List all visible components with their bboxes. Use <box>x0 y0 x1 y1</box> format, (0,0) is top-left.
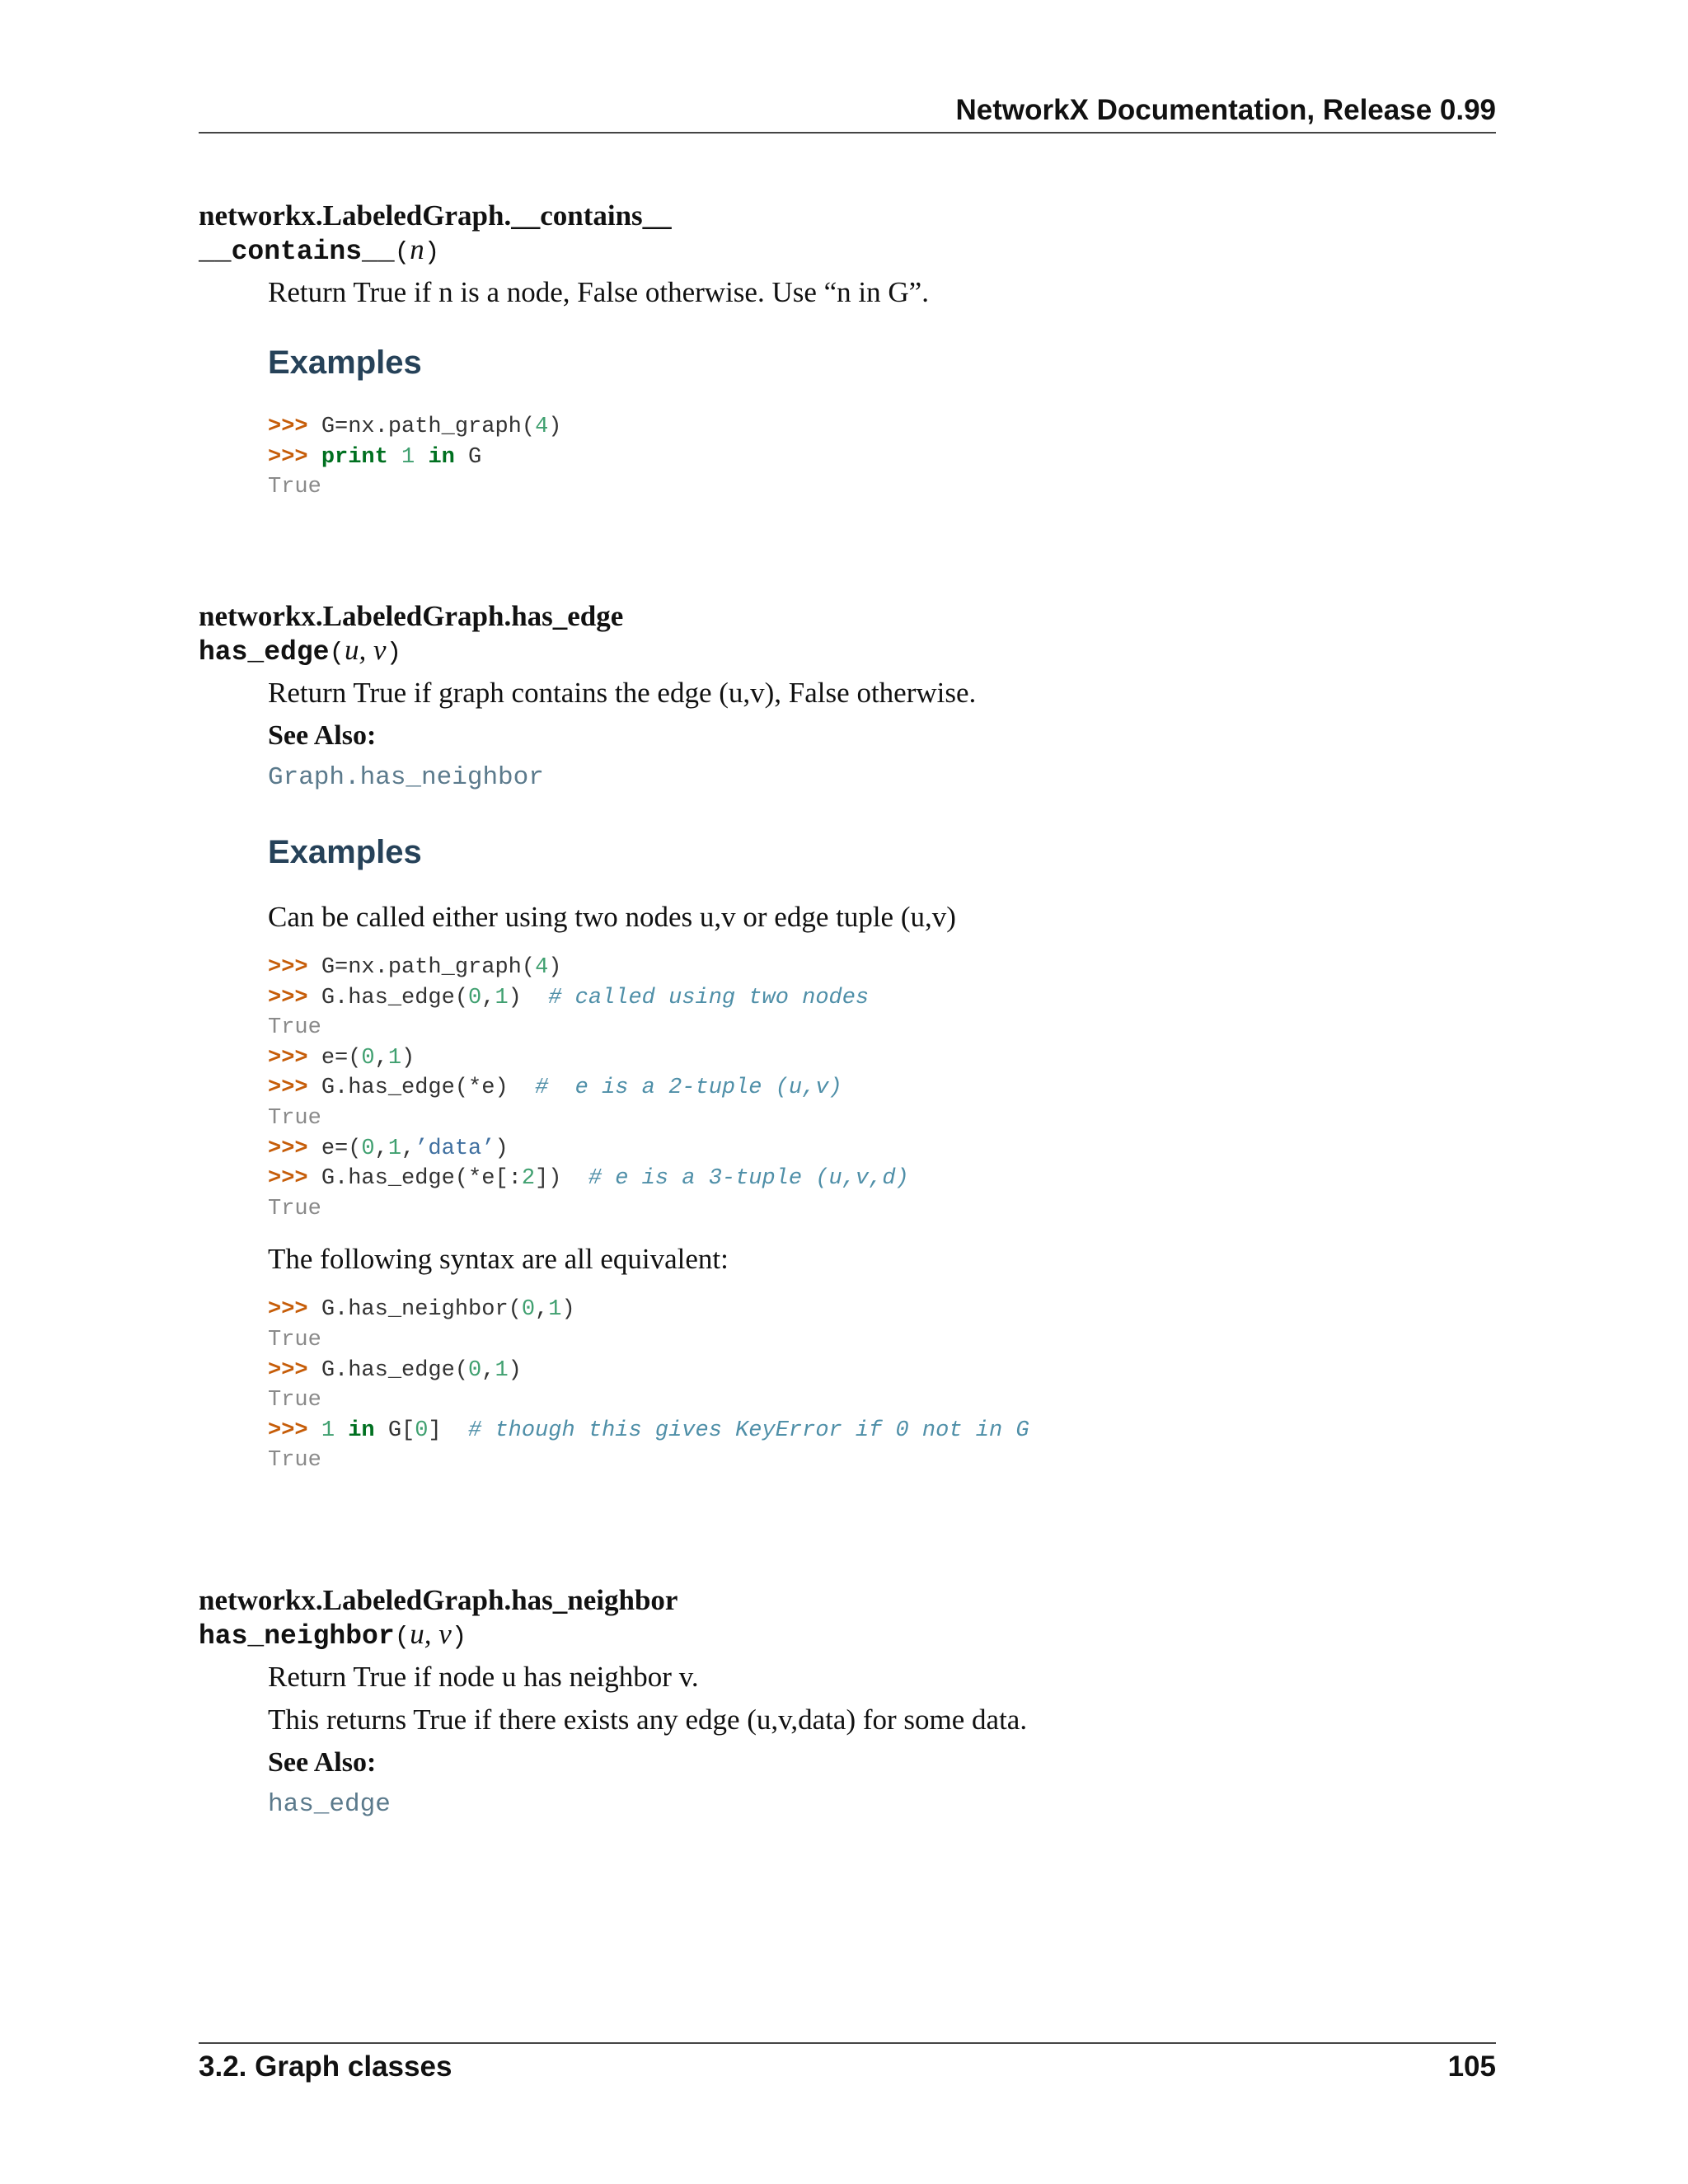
code-token: 1 <box>387 1136 402 1161</box>
code-token: True <box>268 1015 321 1041</box>
code-token: >>> <box>268 1297 321 1323</box>
code-token <box>388 445 401 470</box>
code-token: G=nx.path_graph( <box>321 955 536 980</box>
code-token: # e is a 3-tuple (u,v,d) <box>588 1166 909 1192</box>
code-token: >>> <box>268 985 321 1010</box>
code-token: # called using two nodes <box>548 985 870 1010</box>
code-line <box>268 1043 1496 1074</box>
code-token: >>> <box>268 1357 321 1383</box>
code-line <box>268 1325 1496 1356</box>
code-token: ) <box>561 1297 575 1323</box>
code-token: 1 <box>387 1045 402 1071</box>
code-line <box>268 412 1496 443</box>
page-footer <box>199 2042 1496 2083</box>
code-token: G=nx.path_graph( <box>321 415 536 439</box>
code-token: >>> <box>268 1166 321 1192</box>
description: Return True if n is a node, False otherwise. Use “n in G”. <box>268 276 929 308</box>
code-token: ) <box>548 415 562 439</box>
code-line <box>268 1013 1496 1043</box>
function-name: has_neighbor <box>199 1621 395 1652</box>
code-token: , <box>481 1357 495 1383</box>
code-line <box>268 1164 1496 1194</box>
code-token: 4 <box>535 955 549 980</box>
qualified-name: networkx.LabeledGraph.__contains__ <box>199 199 672 232</box>
code-token: 0 <box>468 1357 482 1383</box>
code-token: in <box>348 1418 375 1443</box>
code-token: ) <box>508 1357 522 1383</box>
code-token: >>> <box>268 1136 321 1161</box>
code-token: , <box>374 1136 388 1161</box>
code-token: >>> <box>268 955 321 980</box>
code-token: in <box>428 444 455 470</box>
code-token: ]) <box>535 1166 588 1192</box>
entry-has-edge <box>199 600 1496 1476</box>
description: Return True if graph contains the edge (u,v), False otherwise. <box>268 677 977 709</box>
code-line <box>268 1134 1496 1165</box>
code-token: 1 <box>401 444 415 470</box>
code-token: 1 <box>548 1297 562 1323</box>
code-token: G <box>454 444 482 470</box>
code-token: >>> <box>268 1418 321 1443</box>
code-token: ’data’ <box>415 1136 495 1161</box>
code-line <box>268 1385 1496 1416</box>
code-token: 1 <box>495 1357 509 1383</box>
see-also-label: See Also: <box>268 1747 377 1778</box>
code-token: , <box>481 985 495 1010</box>
page-number: 105 <box>1447 2050 1496 2083</box>
code-token: 0 <box>361 1045 375 1071</box>
entry-contains <box>199 199 1496 503</box>
code-token: 1 <box>321 1418 335 1443</box>
code-token: True <box>268 475 321 500</box>
document-title: NetworkX Documentation, Release 0.99 <box>955 94 1496 126</box>
parameters: u, v <box>410 1618 452 1650</box>
parameters: u, v <box>345 634 387 666</box>
code-token: # though this gives KeyError if 0 not in G <box>468 1418 1029 1443</box>
code-line <box>268 1104 1496 1134</box>
description: Return True if node u has neighbor v. <box>268 1661 699 1693</box>
code-token: >>> <box>268 1045 321 1071</box>
code-token: 2 <box>521 1166 536 1192</box>
code-token: True <box>268 1448 321 1474</box>
code-token: >>> <box>268 415 321 439</box>
code-token <box>335 1418 348 1443</box>
code-line <box>268 472 1496 503</box>
function-name: has_edge <box>199 637 330 668</box>
code-token: 4 <box>535 415 549 439</box>
code-block <box>268 1295 1496 1476</box>
code-token: G[ <box>374 1418 415 1443</box>
examples-heading: Examples <box>268 834 422 870</box>
see-also-link[interactable]: Graph.has_neighbor <box>268 763 544 792</box>
code-token: ] <box>428 1418 469 1443</box>
code-line <box>268 1073 1496 1104</box>
code-token: 0 <box>521 1297 536 1323</box>
code-token: , <box>535 1297 549 1323</box>
code-line <box>268 1356 1496 1386</box>
parameters: n <box>410 233 424 265</box>
code-token: >>> <box>268 444 321 470</box>
see-also-link[interactable]: has_edge <box>268 1790 391 1819</box>
code-token: G.has_edge(*e[: <box>321 1166 522 1192</box>
code-token: ) <box>401 1045 415 1071</box>
code-token: 0 <box>361 1136 375 1161</box>
page-header <box>199 92 1496 134</box>
code-block <box>268 953 1496 1224</box>
entry-has-neighbor <box>199 1584 1496 1828</box>
code-line <box>268 1295 1496 1325</box>
code-token: True <box>268 1327 321 1352</box>
code-token: ) <box>495 1136 509 1161</box>
code-token: 1 <box>495 985 509 1010</box>
qualified-name: networkx.LabeledGraph.has_neighbor <box>199 1584 678 1616</box>
description-detail: This returns True if there exists any edge (u,v,data) for some data. <box>268 1704 1028 1736</box>
equivalent-text: The following syntax are all equivalent: <box>268 1243 729 1276</box>
code-line <box>268 983 1496 1014</box>
code-token: >>> <box>268 1076 321 1101</box>
signature: __contains__(n) <box>199 233 440 267</box>
code-token <box>415 445 428 470</box>
code-block <box>268 412 1496 503</box>
code-token: True <box>268 1388 321 1413</box>
examples-intro: Can be called either using two nodes u,v or edge tuple (u,v) <box>268 901 956 933</box>
signature: has_neighbor(u, v) <box>199 1618 467 1652</box>
code-token: G.has_edge( <box>321 985 469 1010</box>
code-token: , <box>374 1045 388 1071</box>
code-token: ) <box>548 955 562 980</box>
code-token: G.has_edge(*e) <box>321 1076 536 1101</box>
code-token: G.has_neighbor( <box>321 1297 522 1323</box>
code-token: ) <box>508 985 549 1010</box>
code-token: G.has_edge( <box>321 1357 469 1383</box>
code-token: 0 <box>468 985 482 1010</box>
section-title: 3.2. Graph classes <box>199 2050 452 2083</box>
code-line <box>268 1194 1496 1225</box>
signature: has_edge(u, v) <box>199 634 402 668</box>
code-line <box>268 1446 1496 1476</box>
code-token: 0 <box>415 1418 429 1443</box>
qualified-name: networkx.LabeledGraph.has_edge <box>199 600 624 632</box>
code-token: True <box>268 1105 321 1131</box>
code-token: True <box>268 1196 321 1221</box>
code-line <box>268 1416 1496 1446</box>
code-token: e=( <box>321 1045 362 1071</box>
examples-heading: Examples <box>268 344 422 381</box>
see-also-label: See Also: <box>268 720 377 751</box>
code-token: , <box>401 1136 415 1161</box>
code-token: e=( <box>321 1136 362 1161</box>
code-line <box>268 443 1496 473</box>
code-token: print <box>321 444 388 470</box>
function-name: __contains__ <box>199 237 395 267</box>
code-token: # e is a 2-tuple (u,v) <box>535 1076 842 1101</box>
code-line <box>268 953 1496 983</box>
